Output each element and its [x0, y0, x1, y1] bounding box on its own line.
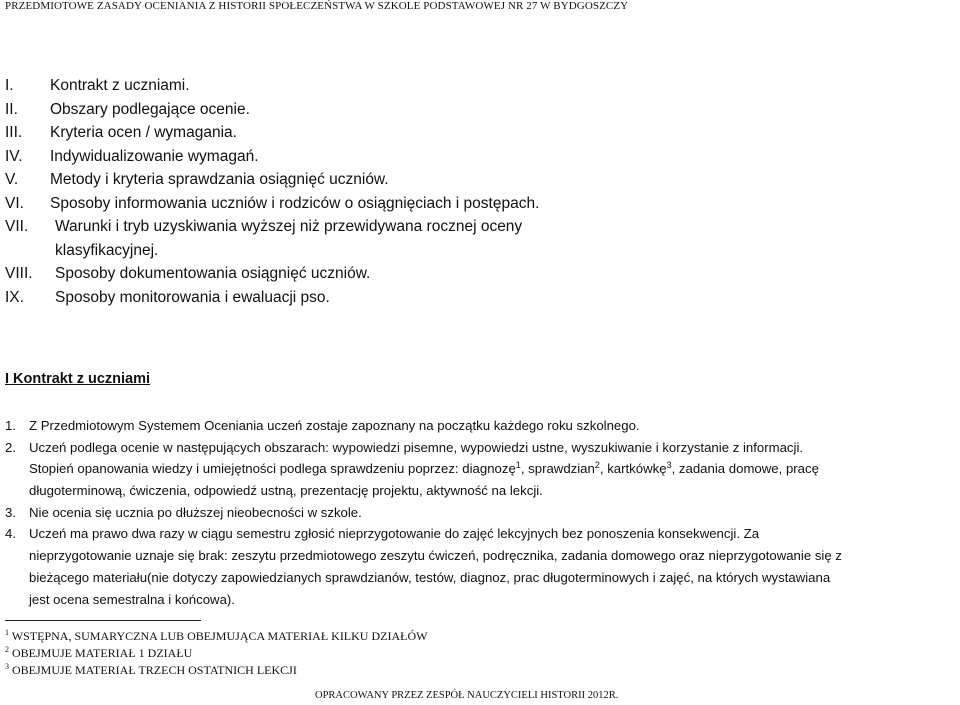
list-text: Nie ocenia się ucznia po dłuższej nieobecności w szkole.: [29, 504, 362, 520]
page-footer: OPRACOWANY PRZEZ ZESPÓŁ NAUCZYCIELI HISTORII 2012R.: [315, 690, 619, 701]
footnotes: [5, 628, 427, 679]
section-heading: I Kontrakt z uczniami: [5, 371, 151, 387]
list-text: bieżącego materiału(nie dotyczy zapowiedzianych sprawdzianów, testów, diagnoz, prac długoterminowych i zajęć, na których wystawiana: [29, 569, 831, 585]
list-number: 1.: [5, 418, 16, 433]
list-text: [29, 458, 819, 480]
footnote-mark: 3: [5, 662, 9, 671]
toc-number: III.: [5, 124, 23, 141]
footnote-mark: 2: [5, 645, 9, 654]
footnote-mark: 1: [5, 628, 9, 637]
list-text: jest ocena semestralna i końcowa).: [29, 591, 235, 607]
list-text-part: , kartkówkę: [599, 461, 667, 477]
footnote-separator: [5, 620, 201, 621]
footnote-text: OBEJMUJE MATERIAŁ 1 DZIAŁU: [9, 646, 193, 660]
toc-text: klasyfikacyjnej.: [55, 241, 159, 259]
footnote: [5, 662, 427, 679]
footnote-ref: 3: [666, 460, 672, 471]
toc-text: Warunki i tryb uzyskiwania wyższej niż przewidywana rocznej oceny: [55, 218, 523, 235]
list-number: 2.: [5, 439, 16, 455]
toc-text: Sposoby monitorowania i ewaluacji pso.: [55, 288, 330, 306]
footnote: [5, 645, 427, 662]
toc-text: Sposoby informowania uczniów i rodziców o osiągnięciach i postępach.: [50, 194, 540, 212]
toc-number: V.: [5, 171, 19, 188]
toc-number: IV.: [5, 147, 23, 165]
toc-number: VII.: [5, 218, 29, 235]
list-text-part: , sprawdzian: [520, 461, 595, 477]
list-text-part: , zadania domowe, pracę: [671, 461, 819, 477]
toc-text: Kontrakt z uczniami.: [50, 77, 190, 94]
list-text-part: Stopień opanowania wiedzy i umiejętności podlega sprawdzeniu poprzez: diagnozę: [29, 461, 516, 477]
toc-text: Sposoby dokumentowania osiągnięć uczniów.: [55, 265, 371, 282]
toc-number: II.: [5, 100, 18, 118]
list-text: Uczeń podlega ocenie w następujących obszarach: wypowiedzi pisemne, wypowiedzi ustne, wyszukiwanie i korzystanie z informacji.: [29, 439, 804, 455]
page-header: PRZEDMIOTOWE ZASADY OCENIANIA Z HISTORII SPOŁECZEŃSTWA W SZKOLE PODSTAWOWEJ NR 27 W BYDGOSZCZY: [5, 0, 629, 12]
toc-number: I.: [5, 77, 14, 94]
list-text: długoterminową, ćwiczenia, odpowiedź ustną, prezentację projektu, aktywność na lekcji.: [29, 483, 543, 499]
toc-text: Indywidualizowanie wymagań.: [50, 147, 259, 165]
footnote: [5, 628, 427, 645]
toc-number: IX.: [5, 288, 24, 306]
toc-text: Obszary podlegające ocenie.: [50, 100, 250, 118]
footnote-ref: 2: [594, 460, 600, 471]
list-text: Z Przedmiotowym Systemem Oceniania uczeń zostaje zapoznany na początku każdego roku szkolnego.: [29, 418, 640, 433]
toc-number: VI.: [5, 194, 24, 212]
list-number: 3.: [5, 504, 16, 520]
list-text: Uczeń ma prawo dwa razy w ciągu semestru zgłosić nieprzygotowanie do zajęć lekcyjnych bez ponoszenia konsekwencji. Za: [29, 526, 760, 542]
toc-text: Kryteria ocen / wymagania.: [50, 124, 237, 141]
list-number: 4.: [5, 526, 16, 542]
toc-number: VIII.: [5, 265, 33, 282]
list-text: nieprzygotowanie uznaje się brak: zeszytu przedmiotowego zeszytu ćwiczeń, podręcznika, zadania domowego oraz nieprzygotowanie się z: [29, 548, 842, 564]
footnote-text: WSTĘPNA, SUMARYCZNA LUB OBEJMUJĄCA MATERIAŁ KILKU DZIAŁÓW: [9, 629, 428, 643]
toc-text: Metody i kryteria sprawdzania osiągnięć uczniów.: [50, 171, 389, 188]
footnote-ref: 1: [515, 460, 521, 471]
footnote-text: OBEJMUJE MATERIAŁ TRZECH OSTATNICH LEKCJI: [9, 663, 297, 677]
